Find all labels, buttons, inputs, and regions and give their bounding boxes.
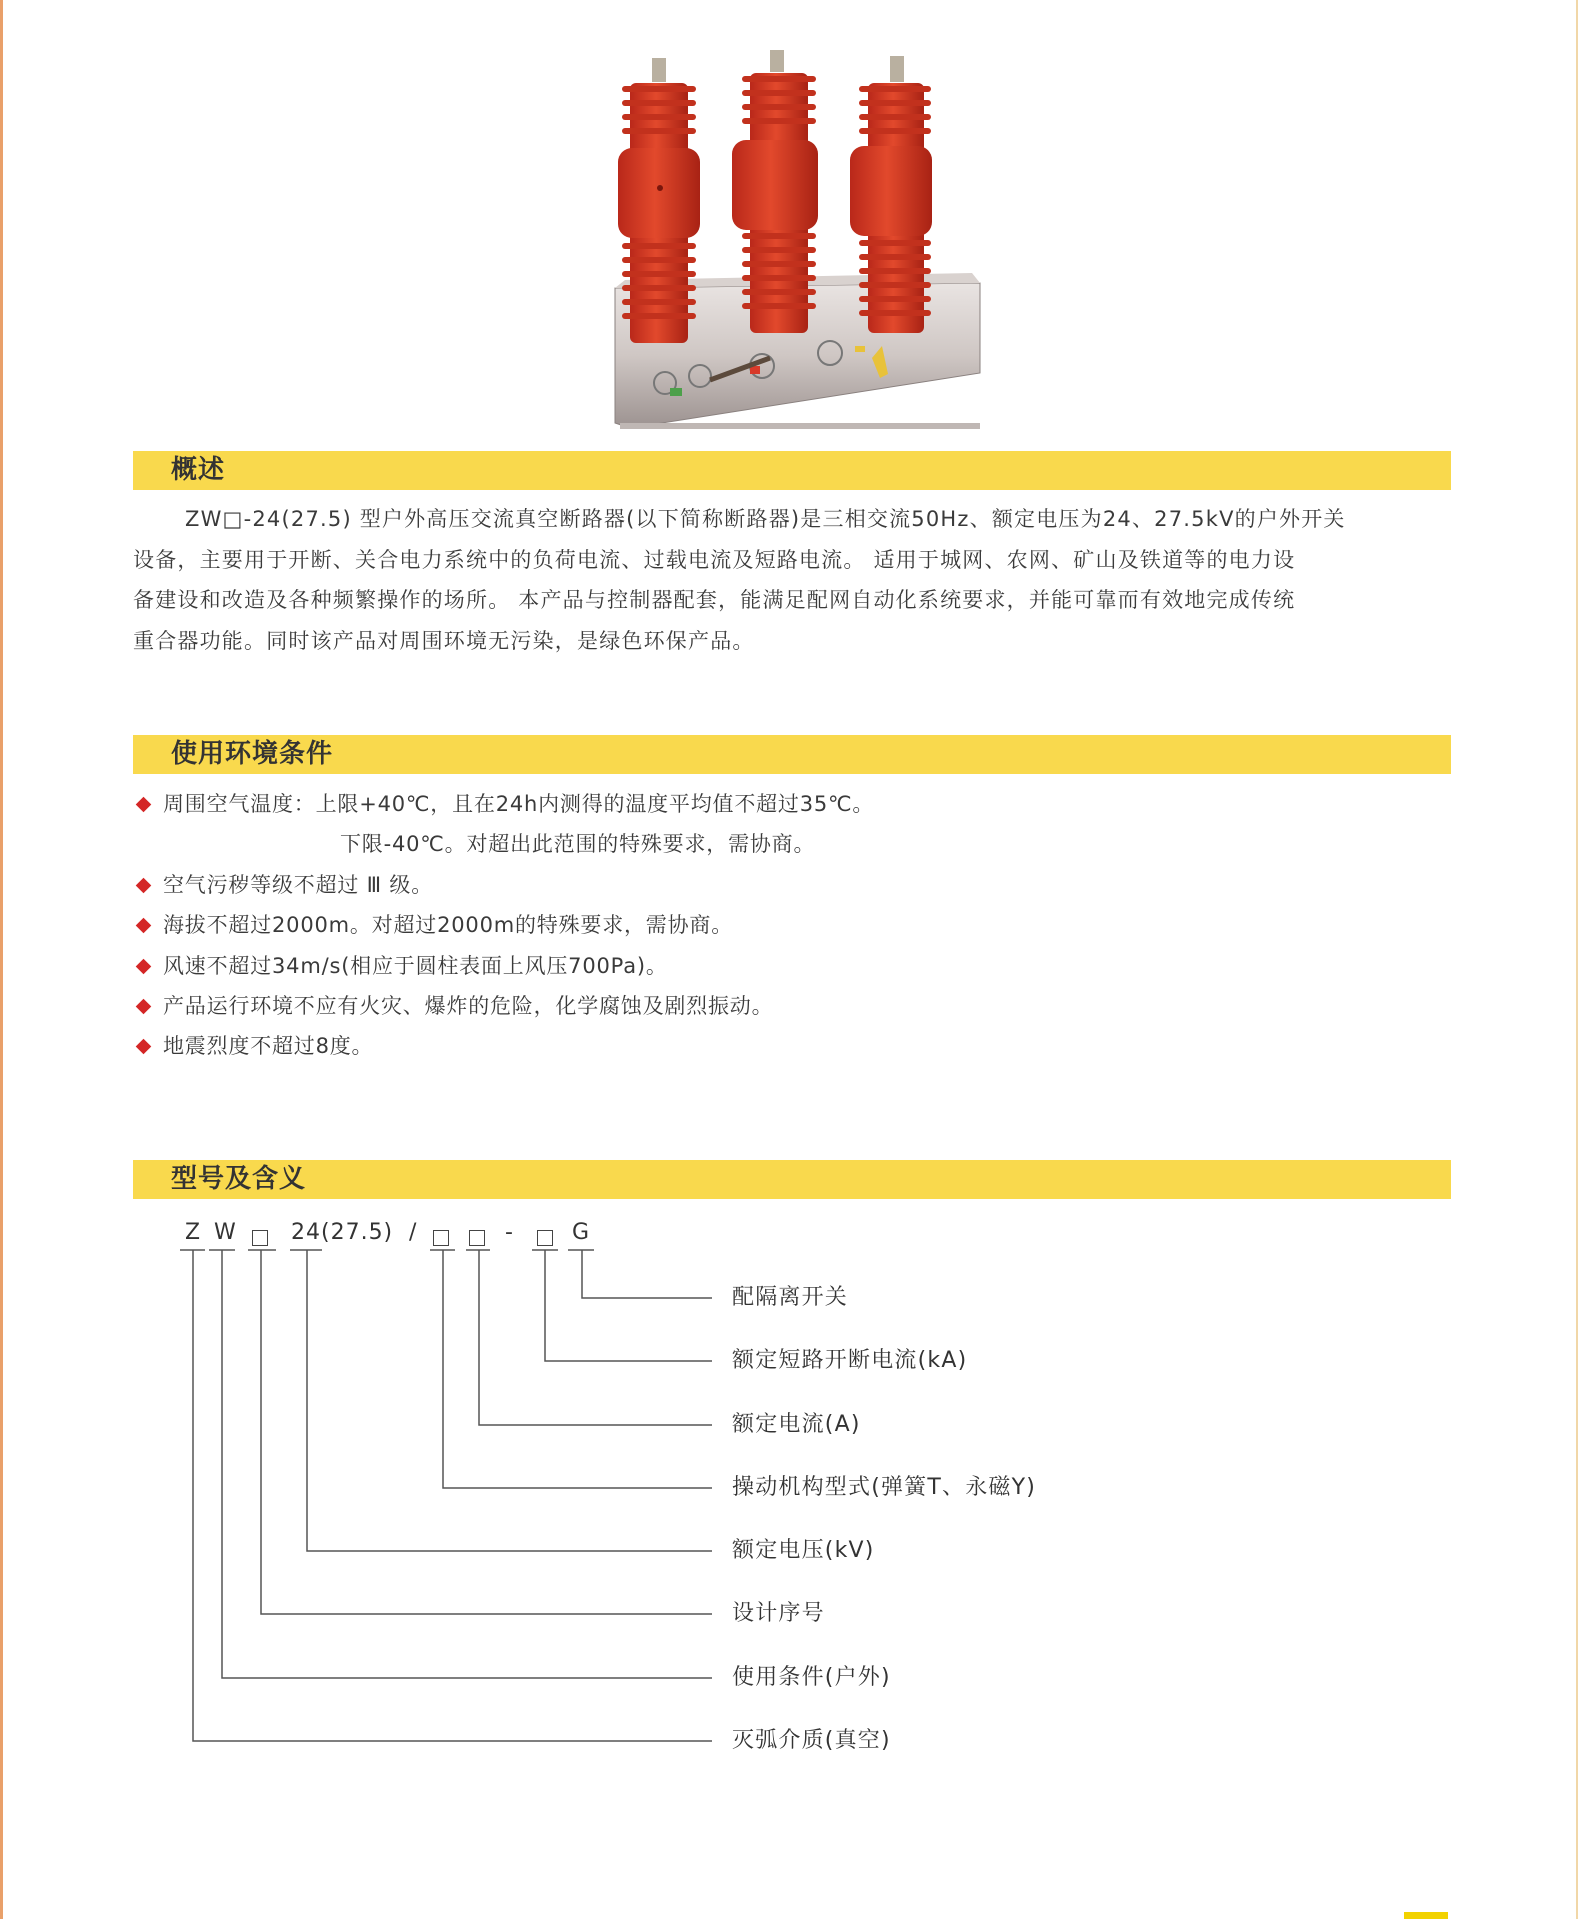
code-w: W	[214, 1220, 237, 1245]
corner-tab-mark	[1404, 1912, 1448, 1919]
env-item-text: 风速不超过34m/s(相应于圆柱表面上风压700Pa)。	[163, 954, 668, 978]
meaning-arc-medium: 灭弧介质(真空)	[732, 1728, 891, 1753]
code-slash: /	[409, 1220, 418, 1245]
meaning-rated-current: 额定电流(A)	[732, 1412, 861, 1437]
overview-line: 备建设和改造及各种频繁操作的场所。 本产品与控制器配套，能满足配网自动化系统要求，并能可靠而有效地完成传统	[133, 588, 1296, 612]
code-dash: -	[505, 1220, 514, 1245]
meaning-design-number: 设计序号	[732, 1601, 825, 1626]
env-item-text: 地震烈度不超过8度。	[163, 1034, 374, 1058]
environment-title: 使用环境条件	[171, 739, 334, 769]
model-title: 型号及含义	[171, 1164, 307, 1194]
env-item-temperature-lower: 下限-40℃。对超出此范围的特殊要求，需协商。	[340, 832, 816, 856]
meaning-isolating-switch: 配隔离开关	[732, 1285, 849, 1310]
env-item-text: 产品运行环境不应有火灾、爆炸的危险，化学腐蚀及剧烈振动。	[163, 994, 774, 1018]
overview-title: 概述	[171, 455, 226, 485]
code-z: Z	[185, 1220, 202, 1245]
code-g: G	[572, 1220, 591, 1245]
meaning-operating-mechanism: 操动机构型式(弹簧T、永磁Y)	[732, 1475, 1037, 1500]
overview-line: 设备，主要用于开断、关合电力系统中的负荷电流、过载电流及短路电流。 适用于城网、农网、矿山及铁道等的电力设	[133, 547, 1296, 572]
code-voltage: 24(27.5)	[291, 1220, 394, 1245]
meaning-short-circuit-breaking-current: 额定短路开断电流(kA)	[732, 1348, 968, 1373]
env-item-text: 海拔不超过2000m。对超过2000m的特殊要求，需协商。	[163, 913, 733, 937]
env-item-text: 周围空气温度：上限+40℃，且在24h内测得的温度平均值不超过35℃。	[163, 792, 875, 816]
env-item-text: 空气污秽等级不超过 Ⅲ 级。	[163, 873, 434, 897]
meaning-rated-voltage: 额定电压(kV)	[732, 1538, 875, 1563]
meaning-usage-condition: 使用条件(户外)	[732, 1665, 891, 1690]
overview-line: 重合器功能。同时该产品对周围环境无污染，是绿色环保产品。	[133, 628, 755, 653]
overview-line: ZW□-24(27.5) 型户外高压交流真空断路器(以下简称断路器)是三相交流50Hz、额定电压为24、27.5kV的户外开关	[185, 507, 1346, 531]
